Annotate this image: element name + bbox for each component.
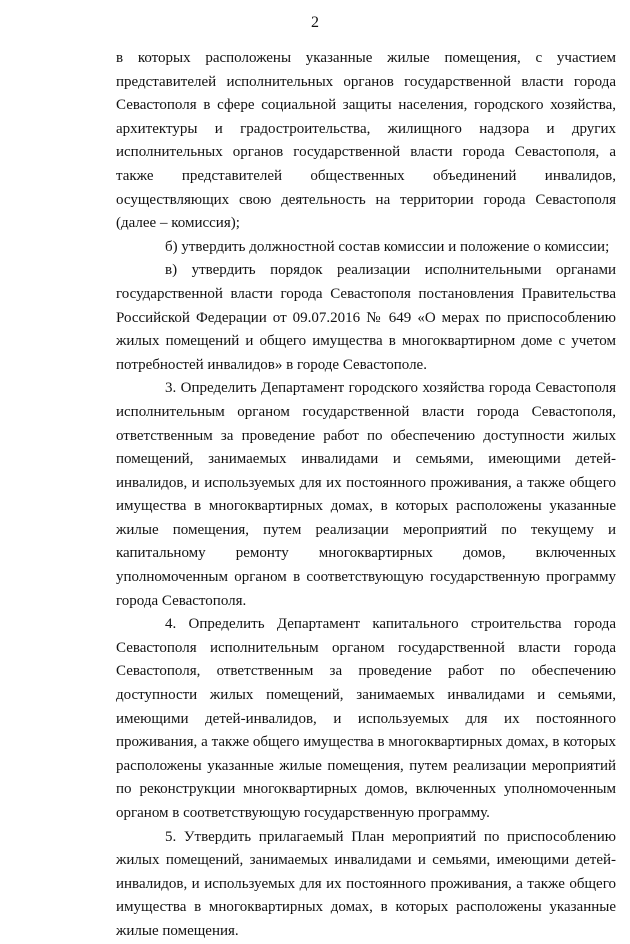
paragraph-commission-continuation: в которых расположены указанные жилые помещения, с участием представителей исполнительных органов государственной власти города Севастополя в сфере социальной защиты населения, городского хозяйства, архитектуры и градостроительства, жилищного надзора и других исполнительных органов государственной власти города Севастополя, а также представителей общественных объединений инвалидов, осуществляющих свою деятельность на территории города Севастополя (далее – комиссия);: [116, 50, 616, 232]
paragraph-item-b: б) утвердить должностной состав комиссии и положение о комиссии;: [165, 238, 610, 255]
document-body: [116, 47, 616, 944]
paragraph-4: 4. Определить Департамент капитального строительства города Севастополя исполнительным органом государственной власти города Севастополя, ответственным за проведение работ по обеспечению доступности жилых помещений, занимаемых инвалидами и семьями, имеющими детей-инвалидов, и используемых для их постоянного проживания, а также общего имущества в многоквартирных домах, в которых расположены указанные жилые помещения, путем реализации мероприятий по реконструкции многоквартирных домов, включенных уполномоченным органом в соответствующую государственную программу.: [116, 616, 616, 821]
paragraph-5: 5. Утвердить прилагаемый План мероприятий по приспособлению жилых помещений, занимаемых инвалидами и семьями, имеющими детей-инвалидов, и используемых для их постоянного проживания, а также общего имущества в многоквартирных домах, в которых расположены указанные жилые помещения.: [116, 828, 616, 939]
paragraph-item-v: в) утвердить порядок реализации исполнительными органами государственной власти города Севастополя постановления Правительства Российской Федерации от 09.07.2016 № 649 «О мерах по приспособлению жилых помещений и общего имущества в многоквартирном доме с учетом потребностей инвалидов» в городе Севастополе.: [116, 262, 616, 373]
paragraph-3: 3. Определить Департамент городского хозяйства города Севастополя исполнительным органом государственной власти города Севастополя, ответственным за проведение работ по обеспечению доступности жилых помещений, занимаемых инвалидами и семьями, имеющими детей-инвалидов, и используемых для их постоянного проживания, а также общего имущества в многоквартирных домах, в которых расположены указанные жилые помещения, путем реализации мероприятий по текущему и капитальному ремонту многоквартирных домов, включенных уполномоченным органом в соответствующую государственную программу города Севастополя.: [116, 380, 616, 609]
page-number: 2: [311, 14, 319, 31]
